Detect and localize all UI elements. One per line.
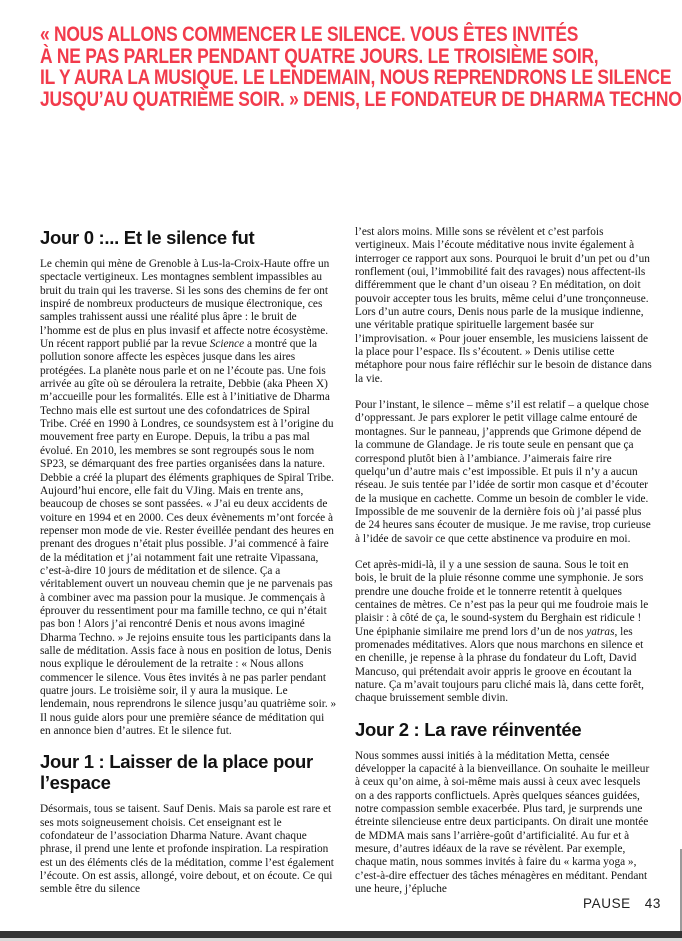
page-number: 43 [644,896,661,911]
article-column-right [355,226,652,910]
pull-quote-line: IL Y AURA LA MUSIQUE. LE LENDEMAIN, NOUS REPRENDRONS LE SILENCE [40,66,672,90]
article-paragraph [355,226,652,386]
pull-quote [40,24,682,110]
body-text: Désormais, tous se taisent. Sauf Denis. Mais sa parole est rare et ses mots soigneusement choisis. Cet enseignant est le cofondateur de l’association Dharma Nature. Avant chaque phrase, il prend une lente et profonde inspiration. La respiration est un des éléments clés de la méditation, comme l’est également l’écoute. On est assis, allongé, voire debout, et on écoute. Ce qui semble être du silence [40,803,334,896]
article-paragraph [40,803,337,896]
article-column-left [40,226,337,910]
body-text: a montré que la pollution sonore affecte les espèces jusque dans les aires protégées. La planète nous parle et on ne l’écoute pas. Une fois arrivée au gîte où se déroulera la retraite, Debbie (aka Pheen X) m’accueille pour les formalités. Elle est à l’initiative de Dharma Techno mais elle est surtout une des cofondatrices de Spiral Tribe. Créé en 1990 à Londres, ce soundsystem est à l’origine du mouvement free party en Europe. Depuis, la tribu a pas mal évolué. En 2010, les membres se sont regroupés sous le nom SP23, se démarquant des free parties organisées dans la nature. Debbie a créé la plupart des éléments graphiques de Spiral Tribe. Aujourd’hui encore, elle fait du VJing. Mais en trente ans, beaucoup de choses se sont passées. « J’ai eu deux accidents de voiture en 1994 et en 2000. Ces deux évènements m’ont forcée à repenser mon mode de vie. Rester éveillée pendant des heures en prenant des drogues n’était plus possible. J’ai commencé à faire de la méditation et j’ai notamment fait une retraite Vipassana, c’est-à-dire 10 jours de méditation et de silence. Ça a véritablement ouvert un nouveau chemin que je ne parvenais pas à combiner avec ma passion pour la musique. Je commençais à éprouver du ressentiment pour ma famille techno, ce qui n’était pas bon ! Alors j’ai rencontré Denis et nous avons imaginé Dharma Techno. » Je rejoins ensuite tous les participants dans la salle de méditation. Assis face à nous en position de lotus, Denis nous explique le déroulement de la retraite : « Nous allons commencer le silence. Vous êtes invités à ne pas parler pendant quatre jours. Le troisième soir, il y aura la musique. Le lendemain, nous reprendrons le silence jusqu’au quatrième soir. » Il nous guide alors pour une première séance de méditation qui en annonce bien d’autres. Et le silence fut. [40,338,337,738]
pull-quote-line: JUSQU’AU QUATRIÈME SOIR. » DENIS, LE FONDATEUR DE DHARMA TECHNO [40,87,682,111]
body-text: Nous sommes aussi initiés à la méditation Metta, censée développer la capacité à la bienveillance. On souhaite le meilleur à ceux qu’on aime, à soi-même mais aussi à ceux avec lesquels on a des rapports conflictuels. Après quelques séances guidées, notre compassion semble exacerbée. Plus tard, je surprends une étreinte silencieuse entre deux participants. On dirait une montée de MDMA mais sans l’arrière-goût d’artificialité. Au fur et à mesure, d’autres idéaux de la rave se révèlent. Par exemple, chaque matin, nous sommes invités à faire du « karma yoga », c’est-à-dire effectuer des tâches ménagères en méditant. Pendant une heure, j’épluche [355,749,650,896]
body-text: Cet après-midi-là, il y a une session de sauna. Sous le toit en bois, le bruit de la pluie résonne comme une symphonie. Je sors prendre une douche froide et le tonnerre retentit à quelques centaines de mètres. Ce n’est pas la peur qui me foudroie mais le plaisir : à côté de ça, le sound-system du Berghain est ridicule ! Une épiphanie similaire me prend lors d’un de nos [355,558,649,638]
section-heading: Jour 0 :... Et le silence fut [40,227,255,248]
page-edge-shadow [0,931,682,938]
article-body [40,226,652,910]
section-heading: Jour 1 : Laisser de la place pour l’espace [40,751,313,794]
pull-quote-line: « NOUS ALLONS COMMENCER LE SILENCE. VOUS ÊTES INVITÉS [40,23,579,46]
body-text: l’est alors moins. Mille sons se révèlent et c’est parfois vertigineux. Mais l’écoute méditative nous invite également à interroger ce rapport aux sons. Pourquoi le bruit d’un pet ou d’un ronflement (oui, l’immobilité fait des ravages) nous affectent-ils différemment que le chant d’un oiseau ? En méditation, on doit pouvoir accepter tous les bruits, même celui d’une tronçonneuse. Lors d’un autre cours, Denis nous parle de la musique indienne, une véritable pratique spirituelle largement basée sur l’improvisation. « Pour jouer ensemble, les musiciens laissent de la place pour l’espace. Ils s’écoutent. » Denis utilise cette métaphore pour nous faire réfléchir sur le besoin de distance dans la vie. [355,226,652,385]
section-heading: Jour 2 : La rave réinventée [355,718,582,740]
body-text: Le chemin qui mène de Grenoble à Lus-la-Croix-Haute offre un spectacle vertigineux. Les montagnes semblent impassibles au bruit du train qui les traverse. Si les sons des chemins de fer ont inspiré de nombreux producteurs de musique électronique, ces samples trahissent aussi une réalité plus âpre : le bruit de l’homme est de plus en plus invasif et affecte notre écosystème. Un récent rapport publié par la revue [40,258,330,351]
pull-quote-line: À NE PAS PARLER PENDANT QUATRE JOURS. LE TROISIÈME SOIR, [40,44,599,68]
body-text: Pour l’instant, le silence – même s’il est relatif – a quelque chose d’oppressant. Je pars explorer le petit village calme entouré de montagnes. Sur le panneau, j’apprends que Grimone dépend de la commune de Glandage. Je ris toute seule en pensant que ça correspond plutôt bien à l’ambiance. J’aimerais faire rire quelqu’un d’autre mais c’est impossible. Et puis il n’y a aucun réseau. Je suis tentée par l’idée de sortir mon casque et d’écouter de la musique en cachette. Comme un besoin de combler le vide. Impossible de me souvenir de la dernière fois où j’ai passé plus de 24 heures sans écouter de musique. Je me ravise, trop curieuse à l’idée de savoir ce que cette abstinence va produire en moi. [355,399,651,545]
italic-text: yatras [586,625,615,638]
body-text: , les promenades méditatives. Alors que nous marchons en silence et en chenille, je repense à la phrase du fondateur du Loft, David Mancuso, qui prétendait avoir appris le groove en écoutant la nature. Ça m’avait toujours paru cliché mais là, dans cette forêt, chaque bruissement semble divin. [355,625,644,705]
page-footer [583,896,661,911]
magazine-name: PAUSE [583,896,631,911]
article-paragraph [355,399,652,546]
italic-text: Science [209,338,245,351]
article-paragraph [40,258,337,738]
article-paragraph [355,750,652,897]
article-paragraph [355,559,652,706]
